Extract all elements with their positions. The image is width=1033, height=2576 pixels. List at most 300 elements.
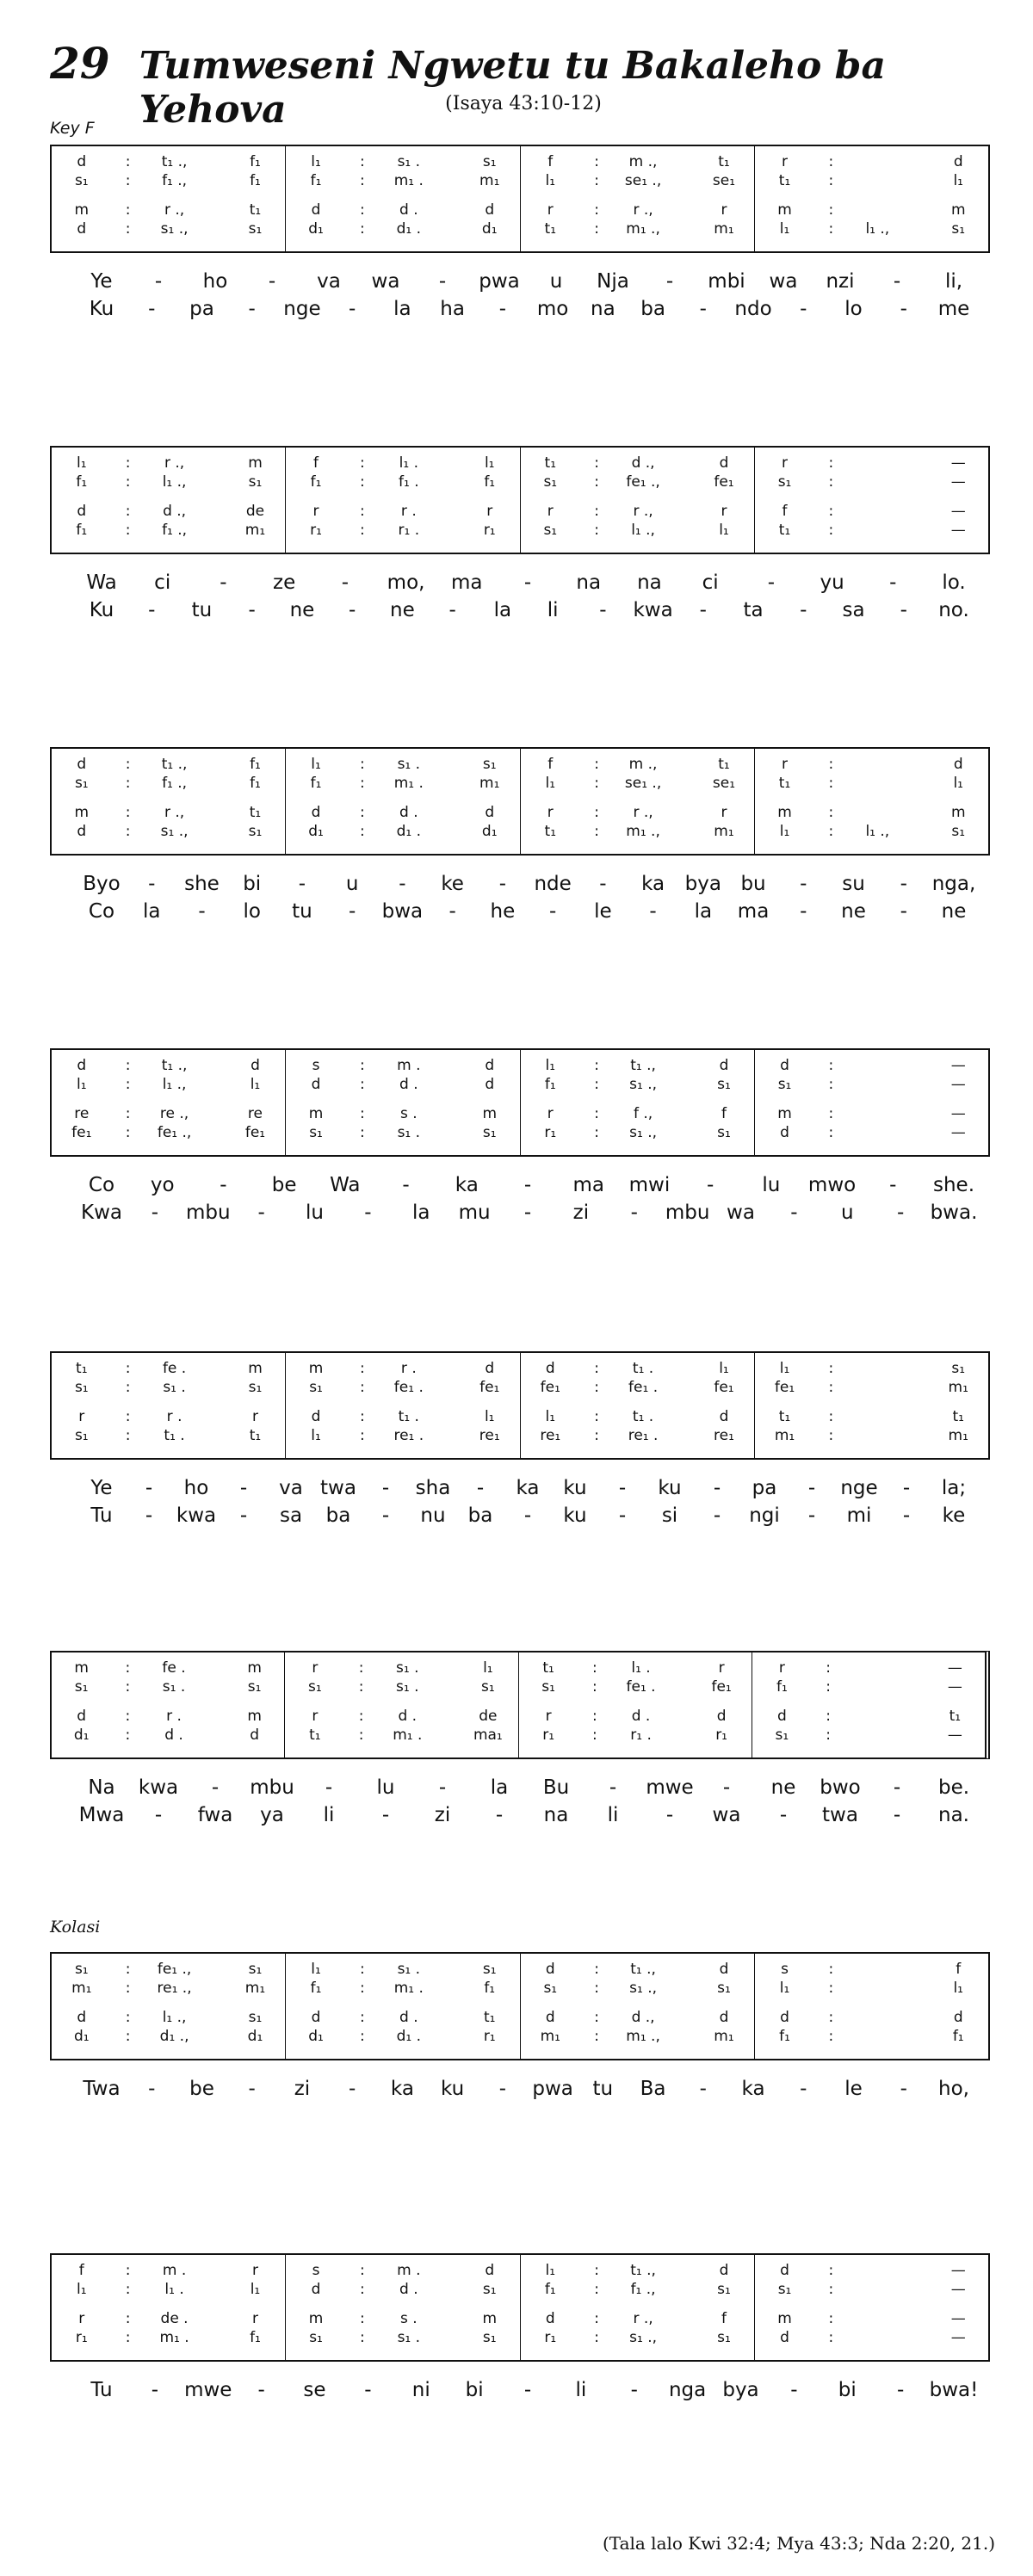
solfa-note: t₁ ., (630, 1057, 656, 1074)
solfa-note: r (547, 804, 554, 821)
solfa-note (204, 522, 225, 539)
solfa-note: fe₁ (714, 473, 734, 491)
solfa-note: d₁ (481, 823, 498, 840)
solfa-note (204, 172, 225, 189)
solfa-note: d (485, 1057, 495, 1074)
solfa-note: r (782, 153, 789, 170)
solfa-note (439, 454, 460, 472)
lyric-syllable: Co (88, 900, 115, 923)
measure (286, 1353, 520, 1458)
lyric-syllable: le (594, 900, 612, 923)
lyric-syllable: - (800, 2078, 807, 2100)
solfa-staff (50, 747, 990, 856)
solfa-note: s₁ (248, 1379, 263, 1396)
lyric-syllable: twa (822, 1804, 858, 1826)
solfa-note (673, 1408, 694, 1425)
voice-row (521, 2281, 754, 2298)
solfa-note: : (360, 2262, 365, 2279)
lyric-syllable: mi (846, 1504, 872, 1527)
solfa-note: f₁ (776, 1678, 788, 1696)
solfa-note (907, 1427, 928, 1444)
voice-row (52, 473, 285, 491)
voice-row (52, 1408, 285, 1425)
lyric-line (50, 1174, 990, 1200)
lyric-syllable: - (630, 1202, 638, 1224)
solfa-note: s . (399, 1105, 418, 1122)
solfa-note: — (950, 454, 966, 472)
solfa-note: s₁ (482, 2281, 497, 2298)
measure (755, 448, 988, 553)
solfa-note: r (547, 503, 554, 520)
solfa-note: r₁ (542, 1727, 555, 1744)
solfa-note: l₁ ., (631, 522, 655, 539)
measure (52, 2255, 286, 2360)
solfa-note (848, 804, 908, 821)
lyric-syllable: - (893, 1776, 901, 1799)
voice-row (52, 804, 285, 821)
solfa-note: t₁ ., (630, 2262, 656, 2279)
solfa-note: r (486, 503, 493, 520)
solfa-note (439, 775, 460, 792)
solfa-note: d ., (163, 503, 187, 520)
solfa-note: — (950, 2281, 966, 2298)
solfa-note (204, 454, 225, 472)
solfa-note: : (125, 1659, 131, 1677)
voice-row (521, 1076, 754, 1093)
solfa-note (848, 1105, 908, 1122)
solfa-note: : (360, 1105, 365, 1122)
lyric-syllable: ba (640, 298, 665, 320)
solfa-note (673, 1980, 694, 1997)
solfa-note: l₁ ., (865, 823, 890, 840)
voice-row (755, 1124, 988, 1141)
solfa-note: f (956, 1961, 962, 1978)
solfa-note: s₁ (74, 172, 89, 189)
lyric-syllable: - (630, 2379, 638, 2401)
lyric-syllable: ku (563, 1477, 587, 1499)
lyric-syllable: - (618, 1477, 627, 1499)
music-system (50, 1651, 990, 1830)
solfa-note: re₁ . (628, 1427, 659, 1444)
lyric-syllable: be (189, 2078, 214, 2100)
voice-row (755, 2281, 988, 2298)
solfa-note: s₁ (543, 1980, 558, 1997)
solfa-note: r (312, 503, 319, 520)
lyric-line (50, 298, 990, 324)
lyric-syllable: mu (458, 1202, 491, 1224)
solfa-note: : (125, 2009, 131, 2026)
solfa-note: d . (399, 2009, 418, 2026)
solfa-note: m (777, 804, 792, 821)
lyric-syllable: Twa (83, 2078, 121, 2100)
lyric-syllable: Ku (89, 298, 114, 320)
lyric-syllable: - (699, 599, 707, 621)
solfa-note: : (360, 804, 365, 821)
solfa-note: d₁ (73, 1727, 90, 1744)
lyric-syllable: bya (684, 873, 721, 895)
solfa-note (204, 201, 225, 219)
solfa-note: m (74, 1659, 89, 1677)
solfa-note: t₁ (952, 1408, 964, 1425)
lyric-syllable: bu (740, 873, 766, 895)
lyric-syllable: - (399, 873, 406, 895)
voice-row (52, 201, 285, 219)
solfa-note (904, 1708, 925, 1725)
voice-row (752, 1678, 985, 1696)
solfa-note: : (828, 1105, 834, 1122)
voice-row (521, 220, 754, 238)
lyric-syllable: - (257, 2379, 265, 2401)
solfa-note: : (360, 2028, 365, 2045)
voice-row (286, 1961, 519, 1978)
voice-row (286, 220, 519, 238)
solfa-note: : (360, 2009, 365, 2026)
solfa-note: : (125, 1105, 131, 1122)
solfa-note: m₁ (479, 775, 500, 792)
solfa-note: se₁ (712, 172, 736, 189)
solfa-note: t₁ . (632, 1408, 654, 1425)
solfa-note: t₁ (949, 1708, 962, 1725)
voice-row (752, 1727, 985, 1744)
scripture-reference: (Isaya 43:10-12) (445, 93, 602, 114)
solfa-note (848, 2262, 908, 2279)
solfa-note: l₁ (77, 2281, 87, 2298)
solfa-note: : (360, 1379, 365, 1396)
lyric-syllable: - (900, 873, 907, 895)
music-system (50, 1351, 990, 1530)
solfa-note: s₁ (248, 823, 263, 840)
solfa-note: — (947, 1727, 962, 1744)
lyric-line (50, 1504, 990, 1530)
solfa-note: r . (166, 1708, 182, 1725)
solfa-note: fe₁ ., (157, 1124, 192, 1141)
solfa-note: s₁ ., (160, 220, 189, 238)
lyric-syllable: wa (727, 1202, 755, 1224)
lyric-syllable: bi (243, 873, 262, 895)
voice-row (755, 201, 988, 219)
solfa-note: s₁ (309, 1124, 323, 1141)
solfa-note: l₁ (719, 1360, 729, 1377)
solfa-note (848, 2281, 908, 2298)
solfa-note (439, 1057, 460, 1074)
solfa-note (439, 1076, 460, 1093)
solfa-note (673, 1961, 694, 1978)
solfa-note: : (125, 1124, 131, 1141)
solfa-note (907, 2281, 928, 2298)
voice-row (52, 172, 285, 189)
voice-row (521, 1057, 754, 1074)
solfa-note (204, 1678, 225, 1696)
solfa-note: : (591, 1727, 597, 1744)
measure (521, 1050, 755, 1155)
solfa-note (204, 1105, 225, 1122)
voice-row (52, 2028, 285, 2045)
solfa-note: m₁ ., (626, 220, 660, 238)
solfa-note (673, 2281, 694, 2298)
measure (755, 1954, 988, 2059)
voice-row (755, 522, 988, 539)
solfa-note: : (828, 473, 834, 491)
solfa-note: t₁ (778, 172, 791, 189)
solfa-note: : (360, 775, 365, 792)
lyric-syllable: ka (516, 1477, 540, 1499)
solfa-note (439, 503, 460, 520)
lyric-syllable: - (248, 298, 256, 320)
voice-row (521, 1961, 754, 1978)
solfa-note: : (594, 823, 600, 840)
lyric-syllable: nu (420, 1504, 446, 1527)
solfa-note: s₁ (248, 1961, 263, 1978)
solfa-note: s₁ (482, 153, 497, 170)
lyric-syllable: - (381, 1477, 390, 1499)
voice-row (521, 153, 754, 170)
solfa-note: m₁ (244, 522, 266, 539)
solfa-note (848, 1427, 908, 1444)
solfa-note: d (77, 503, 87, 520)
voice-row (286, 2281, 519, 2298)
voice-row (521, 1124, 754, 1141)
solfa-note (204, 756, 225, 773)
solfa-note: m₁ ., (626, 2028, 660, 2045)
lyric-syllable: - (699, 2078, 707, 2100)
solfa-note: fe₁ (479, 1379, 500, 1396)
solfa-note: : (360, 201, 365, 219)
lyric-syllable: he (490, 900, 516, 923)
voice-row (521, 2009, 754, 2026)
voice-row (286, 1124, 519, 1141)
solfa-note: l₁ (953, 172, 963, 189)
solfa-note: t₁ (778, 1408, 791, 1425)
solfa-note (848, 1076, 908, 1093)
voice-row (755, 2329, 988, 2346)
lyric-syllable: pa (189, 298, 214, 320)
solfa-note (907, 2329, 928, 2346)
voice-row (286, 1980, 519, 1997)
solfa-note (671, 1678, 691, 1696)
lyric-syllable: - (893, 270, 901, 293)
solfa-note: d (311, 1408, 321, 1425)
lyric-syllable: - (148, 599, 156, 621)
solfa-note: d (77, 1708, 87, 1725)
solfa-note: t₁ (542, 1659, 554, 1677)
lyric-syllable: mo (536, 298, 569, 320)
music-system (50, 145, 990, 324)
solfa-note: l₁ (779, 823, 790, 840)
solfa-note: d . (398, 1708, 418, 1725)
solfa-note: : (594, 2310, 600, 2327)
solfa-note: : (594, 1379, 600, 1396)
solfa-note: l₁ (545, 775, 556, 792)
solfa-note (439, 220, 460, 238)
solfa-note: se₁ ., (624, 775, 662, 792)
solfa-note: s₁ (74, 1379, 89, 1396)
lyric-syllable: - (257, 1202, 265, 1224)
solfa-note (673, 823, 694, 840)
lyric-syllable: - (790, 1202, 798, 1224)
measure (285, 1652, 518, 1757)
lyric-syllable: na (591, 298, 615, 320)
solfa-note: re (247, 1105, 263, 1122)
lyric-syllable: pa (752, 1477, 777, 1499)
solfa-note: s₁ (541, 1678, 555, 1696)
lyric-syllable: ne (770, 1776, 796, 1799)
measure (755, 749, 988, 854)
lyric-syllable: tu (292, 900, 312, 923)
solfa-note (204, 2262, 225, 2279)
measure (521, 1954, 755, 2059)
solfa-note: m₁ (71, 1980, 92, 1997)
voice-row (52, 2262, 285, 2279)
lyric-syllable: - (448, 599, 456, 621)
solfa-note (437, 1727, 458, 1744)
solfa-note: : (828, 804, 834, 821)
solfa-note: d (485, 2262, 495, 2279)
solfa-note (204, 2329, 225, 2346)
lyric-syllable: lu (376, 1776, 395, 1799)
lyric-syllable: - (154, 270, 163, 293)
solfa-note: t₁ ., (161, 1057, 188, 1074)
solfa-note: : (828, 1379, 834, 1396)
solfa-note: f₁ (484, 1980, 496, 1997)
measure (521, 749, 755, 854)
solfa-note: l₁ ., (865, 220, 890, 238)
lyric-syllable: li (547, 599, 559, 621)
solfa-note (439, 2009, 460, 2026)
lyric-syllable: li (323, 1804, 335, 1826)
lyrics-block (50, 856, 990, 926)
voice-row (286, 1105, 519, 1122)
lyric-syllable: na (543, 1804, 569, 1826)
title-row (50, 38, 997, 132)
voice-row (52, 1105, 285, 1122)
measure (52, 1353, 286, 1458)
lyric-syllable: ya (260, 1804, 284, 1826)
lyric-syllable: pwa (479, 270, 520, 293)
lyric-syllable: - (523, 2379, 532, 2401)
solfa-note: : (828, 775, 834, 792)
solfa-note: f (547, 756, 554, 773)
lyrics-block (50, 1157, 990, 1227)
lyric-syllable: Co (88, 1174, 115, 1196)
solfa-note: t₁ (483, 2009, 496, 2026)
lyric-syllable: mbi (708, 270, 745, 293)
lyric-syllable: la (142, 900, 161, 923)
lyric-syllable: ke (942, 1504, 966, 1527)
lyric-syllable: wa (769, 270, 798, 293)
solfa-note: : (360, 454, 365, 472)
solfa-note: : (594, 201, 600, 219)
solfa-note (439, 1360, 460, 1377)
solfa-note: se₁ (712, 775, 736, 792)
solfa-note: s₁ (777, 2281, 792, 2298)
lyric-syllable: - (438, 270, 447, 293)
lyric-syllable: bwo (820, 1776, 861, 1799)
solfa-note: s₁ (717, 2329, 731, 2346)
lyric-syllable: li (607, 1804, 619, 1826)
lyric-syllable: yo (150, 1174, 175, 1196)
solfa-note: : (828, 2028, 834, 2045)
solfa-note (439, 756, 460, 773)
solfa-note (439, 2028, 460, 2045)
voice-row (755, 454, 988, 472)
solfa-note: s₁ . (162, 1678, 186, 1696)
lyric-syllable: ho, (938, 2078, 969, 2100)
solfa-note: : (360, 756, 365, 773)
lyrics-block (50, 2362, 990, 2405)
solfa-note: : (594, 2028, 600, 2045)
solfa-note (907, 756, 928, 773)
lyric-syllable: kwa (138, 1776, 179, 1799)
lyric-syllable: bya (722, 2379, 759, 2401)
lyric-syllable: nzi (826, 270, 855, 293)
solfa-note: : (360, 172, 365, 189)
lyric-syllable: bwa. (930, 1202, 978, 1224)
lyric-syllable: - (779, 1804, 788, 1826)
lyric-syllable: kwa (176, 1504, 217, 1527)
solfa-note: : (828, 2310, 834, 2327)
solfa-note: fe₁ (714, 1379, 734, 1396)
solfa-note: m₁ (948, 1427, 968, 1444)
solfa-note (907, 172, 928, 189)
solfa-note: d (77, 1057, 87, 1074)
solfa-note: r₁ (310, 522, 322, 539)
solfa-note: : (828, 2281, 834, 2298)
solfa-note: s₁ (717, 1980, 731, 1997)
solfa-note: : (828, 756, 834, 773)
lyric-syllable: lo (243, 900, 261, 923)
solfa-note: : (826, 1678, 831, 1696)
lyric-syllable: ta (743, 599, 764, 621)
solfa-note (848, 1360, 908, 1377)
voice-row (755, 2262, 988, 2279)
solfa-note: : (360, 1124, 365, 1141)
voice-row (755, 172, 988, 189)
lyric-syllable: - (713, 1477, 721, 1499)
solfa-note: l₁ (545, 1057, 556, 1074)
lyric-syllable: mbu (250, 1776, 294, 1799)
solfa-note: fe₁ ., (157, 1961, 192, 1978)
solfa-note (204, 1124, 225, 1141)
solfa-note: ma₁ (473, 1727, 503, 1744)
solfa-note (848, 201, 908, 219)
voice-row (521, 473, 754, 491)
solfa-note: d . (164, 1727, 183, 1744)
solfa-note: d (311, 2009, 321, 2026)
solfa-note (204, 1360, 225, 1377)
solfa-note (204, 2281, 225, 2298)
solfa-note: r (547, 1105, 554, 1122)
solfa-note (437, 1678, 458, 1696)
solfa-note (904, 1727, 925, 1744)
lyric-syllable: - (349, 900, 356, 923)
solfa-note (673, 454, 694, 472)
lyric-syllable: ci (702, 571, 719, 594)
lyric-syllable: sha (415, 1477, 451, 1499)
solfa-note: d (311, 201, 321, 219)
solfa-note: re (74, 1105, 90, 1122)
solfa-note: t₁ . (398, 1408, 419, 1425)
lyric-line (50, 571, 990, 597)
lyric-syllable: - (599, 599, 607, 621)
lyric-syllable: si (661, 1504, 678, 1527)
solfa-note (844, 1708, 904, 1725)
solfa-note: l₁ ., (162, 1076, 187, 1093)
lyric-syllable: - (893, 1804, 901, 1826)
voice-row (52, 1659, 284, 1677)
solfa-note: : (594, 153, 600, 170)
solfa-note: m₁ (774, 1427, 795, 1444)
solfa-note: : (594, 1057, 600, 1074)
